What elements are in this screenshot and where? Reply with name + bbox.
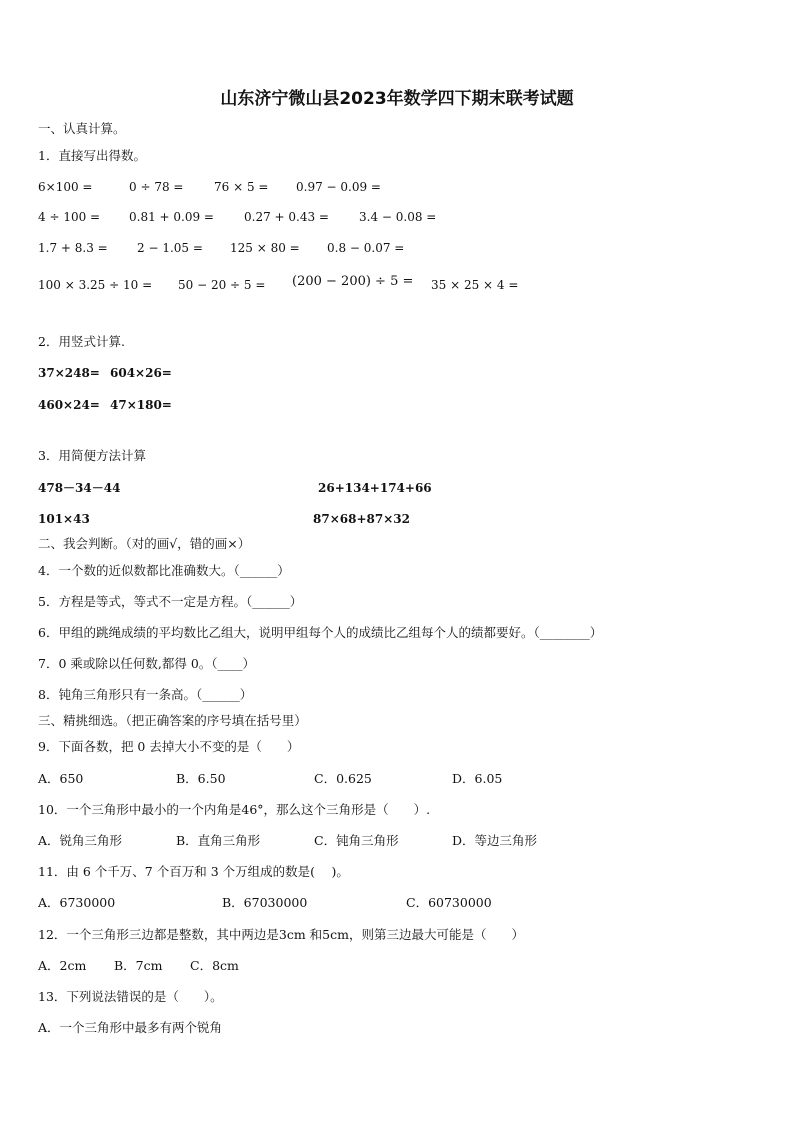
q11-option-b: B．67030000 — [222, 895, 308, 910]
question-8: 8．钝角三角形只有一条高。（______） — [38, 687, 253, 702]
section-3-heading: 三、精挑细选。（把正确答案的序号填在括号里） — [38, 713, 307, 728]
q2-item-4: 47×180= — [110, 398, 172, 412]
q10-option-c: C．钝角三角形 — [314, 833, 399, 848]
section-2-heading: 二、我会判断。（对的画√，错的画×） — [38, 536, 251, 551]
question-9: 9．下面各数，把 0 去掉大小不变的是（ ） — [38, 739, 300, 754]
q9-option-a: A．650 — [38, 771, 84, 786]
q12-option-b: B．7cm — [114, 958, 163, 973]
q1-r4-c4: 35 × 25 × 4 = — [431, 278, 519, 292]
q2-item-2: 604×26= — [110, 366, 172, 380]
question-12: 12．一个三角形三边都是整数，其中两边是3cm 和5cm，则第三边最大可能是（ ） — [38, 927, 524, 942]
question-6: 6．甲组的跳绳成绩的平均数比乙组大，说明甲组每个人的成绩比乙组每个人的绩都要好。（________） — [38, 625, 603, 640]
q2-item-1: 37×248= — [38, 366, 100, 380]
q1-r2-c4: 3.4 − 0.08 = — [359, 210, 437, 224]
q1-r1-c1: 6×100 = — [38, 180, 93, 194]
question-13: 13．下列说法错误的是（ ）。 — [38, 989, 223, 1004]
question-10: 10．一个三角形中最小的一个内角是46°，那么这个三角形是（ ）. — [38, 802, 431, 817]
question-2: 2．用竖式计算. — [38, 334, 125, 349]
q10-option-b: B．直角三角形 — [176, 833, 261, 848]
q10-option-d: D．等边三角形 — [452, 833, 538, 848]
q1-r2-c2: 0.81 + 0.09 = — [129, 210, 214, 224]
q11-option-a: A．6730000 — [38, 895, 116, 910]
q11-option-c: C．60730000 — [406, 895, 492, 910]
question-7: 7．0 乘或除以任何数,都得 0。（____） — [38, 656, 256, 671]
q1-r3-c3: 125 × 80 = — [230, 241, 300, 255]
q9-option-d: D．6.05 — [452, 771, 503, 786]
q1-r2-c1: 4 ÷ 100 = — [38, 210, 101, 224]
question-5: 5．方程是等式，等式不一定是方程。（______） — [38, 594, 303, 609]
q1-r4-c3: (200 − 200) ÷ 5 = — [292, 274, 414, 289]
q1-r3-c2: 2 − 1.05 = — [137, 241, 203, 255]
question-1: 1．直接写出得数。 — [38, 148, 146, 163]
q1-r1-c2: 0 ÷ 78 = — [129, 180, 184, 194]
question-11: 11．由 6 个千万、7 个百万和 3 个万组成的数是( )。 — [38, 864, 349, 879]
q1-r1-c4: 0.97 − 0.09 = — [296, 180, 381, 194]
q1-r2-c3: 0.27 + 0.43 = — [244, 210, 329, 224]
q3-item-1: 478－34－44 — [38, 481, 121, 495]
q10-option-a: A．锐角三角形 — [38, 833, 123, 848]
q1-r4-c2: 50 − 20 ÷ 5 = — [178, 278, 266, 292]
q1-r3-c1: 1.7 + 8.3 = — [38, 241, 108, 255]
q3-item-2: 26+134+174+66 — [318, 481, 432, 495]
section-1-heading: 一、认真计算。 — [38, 121, 126, 136]
q1-r1-c3: 76 × 5 = — [214, 180, 269, 194]
q12-option-a: A．2cm — [38, 958, 87, 973]
q3-item-4: 87×68+87×32 — [313, 512, 410, 526]
q1-r4-c1: 100 × 3.25 ÷ 10 = — [38, 278, 153, 292]
q3-item-3: 101×43 — [38, 512, 90, 526]
question-3: 3．用简便方法计算 — [38, 448, 146, 463]
q12-option-c: C．8cm — [190, 958, 239, 973]
q1-r3-c4: 0.8 − 0.07 = — [327, 241, 405, 255]
q9-option-b: B．6.50 — [176, 771, 226, 786]
page-title: 山东济宁微山县2023年数学四下期末联考试题 — [220, 89, 574, 109]
question-4: 4．一个数的近似数都比准确数大。（______） — [38, 563, 290, 578]
q9-option-c: C．0.625 — [314, 771, 372, 786]
q2-item-3: 460×24= — [38, 398, 100, 412]
q13-option-a: A．一个三角形中最多有两个锐角 — [38, 1020, 223, 1035]
